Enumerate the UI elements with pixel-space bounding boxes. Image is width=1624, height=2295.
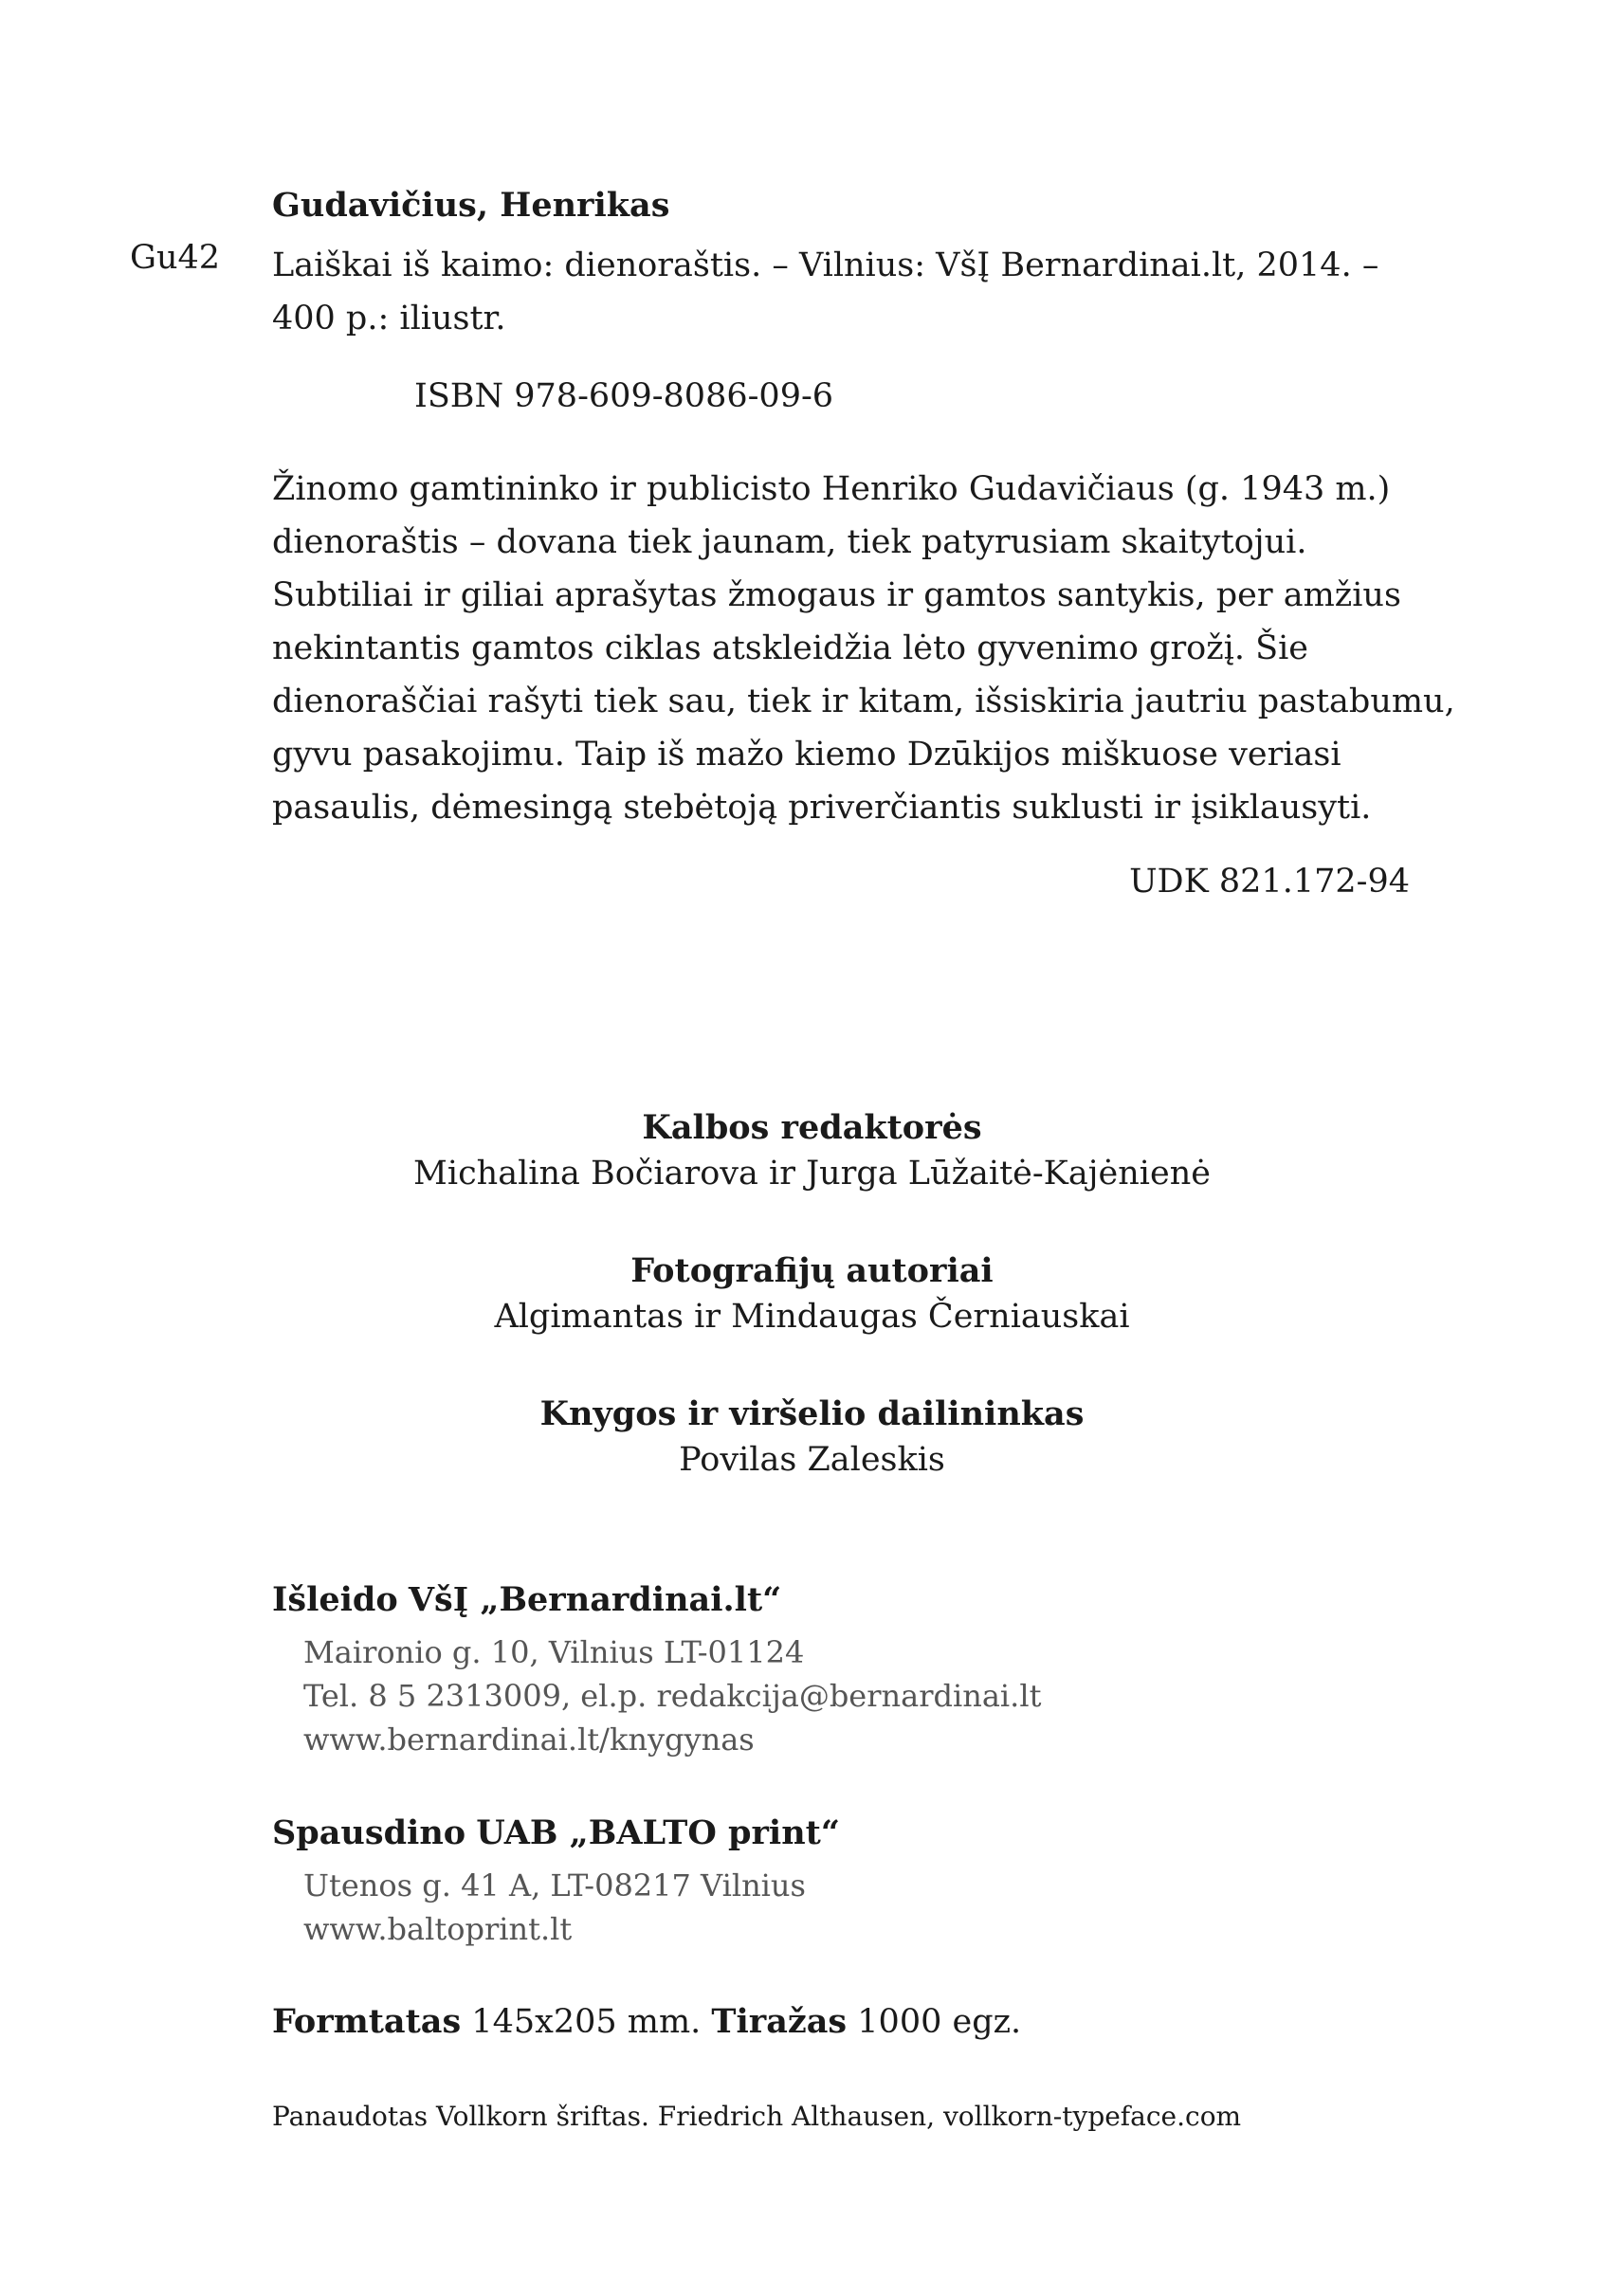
credit-role: Kalbos redaktorės: [642, 1108, 982, 1147]
credit-photographers: [0, 1248, 1624, 1339]
publisher-name: VšĮ „Bernardinai.lt“: [408, 1580, 782, 1619]
publisher-website: www.bernardinai.lt/knygynas: [303, 1721, 755, 1758]
format-value: 145x205 mm.: [471, 2003, 702, 2041]
printer-name: UAB „BALTO print“: [476, 1813, 840, 1852]
cip-author: Gudavičius, Henrikas: [272, 186, 670, 225]
cip-classification-code: Gu42: [130, 239, 221, 277]
publisher-contact: Tel. 8 5 2313009, el.p. redakcija@bernardinai.lt: [303, 1678, 1042, 1714]
printer-address: Utenos g. 41 A, LT-08217 Vilnius: [303, 1867, 806, 1903]
printer-website: www.baltoprint.lt: [303, 1911, 573, 1947]
print-run-label: Tiražas: [711, 2002, 848, 2041]
format-label: Formtatas: [272, 2002, 462, 2041]
credit-role: Fotografijų autoriai: [630, 1251, 994, 1290]
font-note: Panaudotas Vollkorn šriftas. Friedrich Althausen, vollkorn-typeface.com: [272, 2101, 1242, 2132]
credit-designer: [0, 1392, 1624, 1483]
publisher-label: Išleido: [272, 1580, 398, 1619]
format-line: [272, 2002, 1021, 2041]
cip-udk: UDK 821.172-94: [1129, 863, 1410, 901]
credit-language-editors: [0, 1105, 1624, 1196]
credit-names: Michalina Bočiarova ir Jurga Lūžaitė-Kajėnienė: [413, 1155, 1211, 1193]
print-run-value: 1000 egz.: [857, 2003, 1022, 2041]
printer-heading: [272, 1811, 840, 1856]
printer-details: [303, 1864, 806, 1951]
printer-label: Spausdino: [272, 1813, 466, 1852]
cip-bibliographic-line: Laiškai iš kaimo: dienoraštis. – Vilnius: VšĮ Bernardinai.lt, 2014. – 400 p.: iliustr.: [272, 246, 1379, 337]
credit-names: Algimantas ir Mindaugas Černiauskai: [494, 1298, 1130, 1336]
cip-isbn: ISBN 978-609-8086-09-6: [414, 377, 834, 415]
publisher-details: [303, 1630, 1041, 1761]
credit-role: Knygos ir viršelio dailininkas: [539, 1394, 1085, 1433]
publisher-heading: [272, 1577, 781, 1623]
credit-names: Povilas Zaleskis: [679, 1441, 945, 1479]
publisher-address: Maironio g. 10, Vilnius LT-01124: [303, 1634, 805, 1670]
cip-annotation: Žinomo gamtininko ir publicisto Henriko Gudavičiaus (g. 1943 m.) dienoraštis – dovana tiek jaunam, tiek patyrusiam skaitytojui. Subtiliai ir giliai aprašytas žmogaus ir gamtos santykis, per amžius nekintantis gamtos ciklas atskleidžia lėto gyvenimo grožį. Šie dienoraščiai rašyti tiek sau, tiek ir kitam, išsiskiria jautriu pastabumu, gyvu pasakojimu. Taip iš mažo kiemo Dzūkijos miškuose veriasi pasaulis, dėmesingą stebėtoją priverčiantis suklusti ir įsiklausyti.: [272, 470, 1455, 827]
